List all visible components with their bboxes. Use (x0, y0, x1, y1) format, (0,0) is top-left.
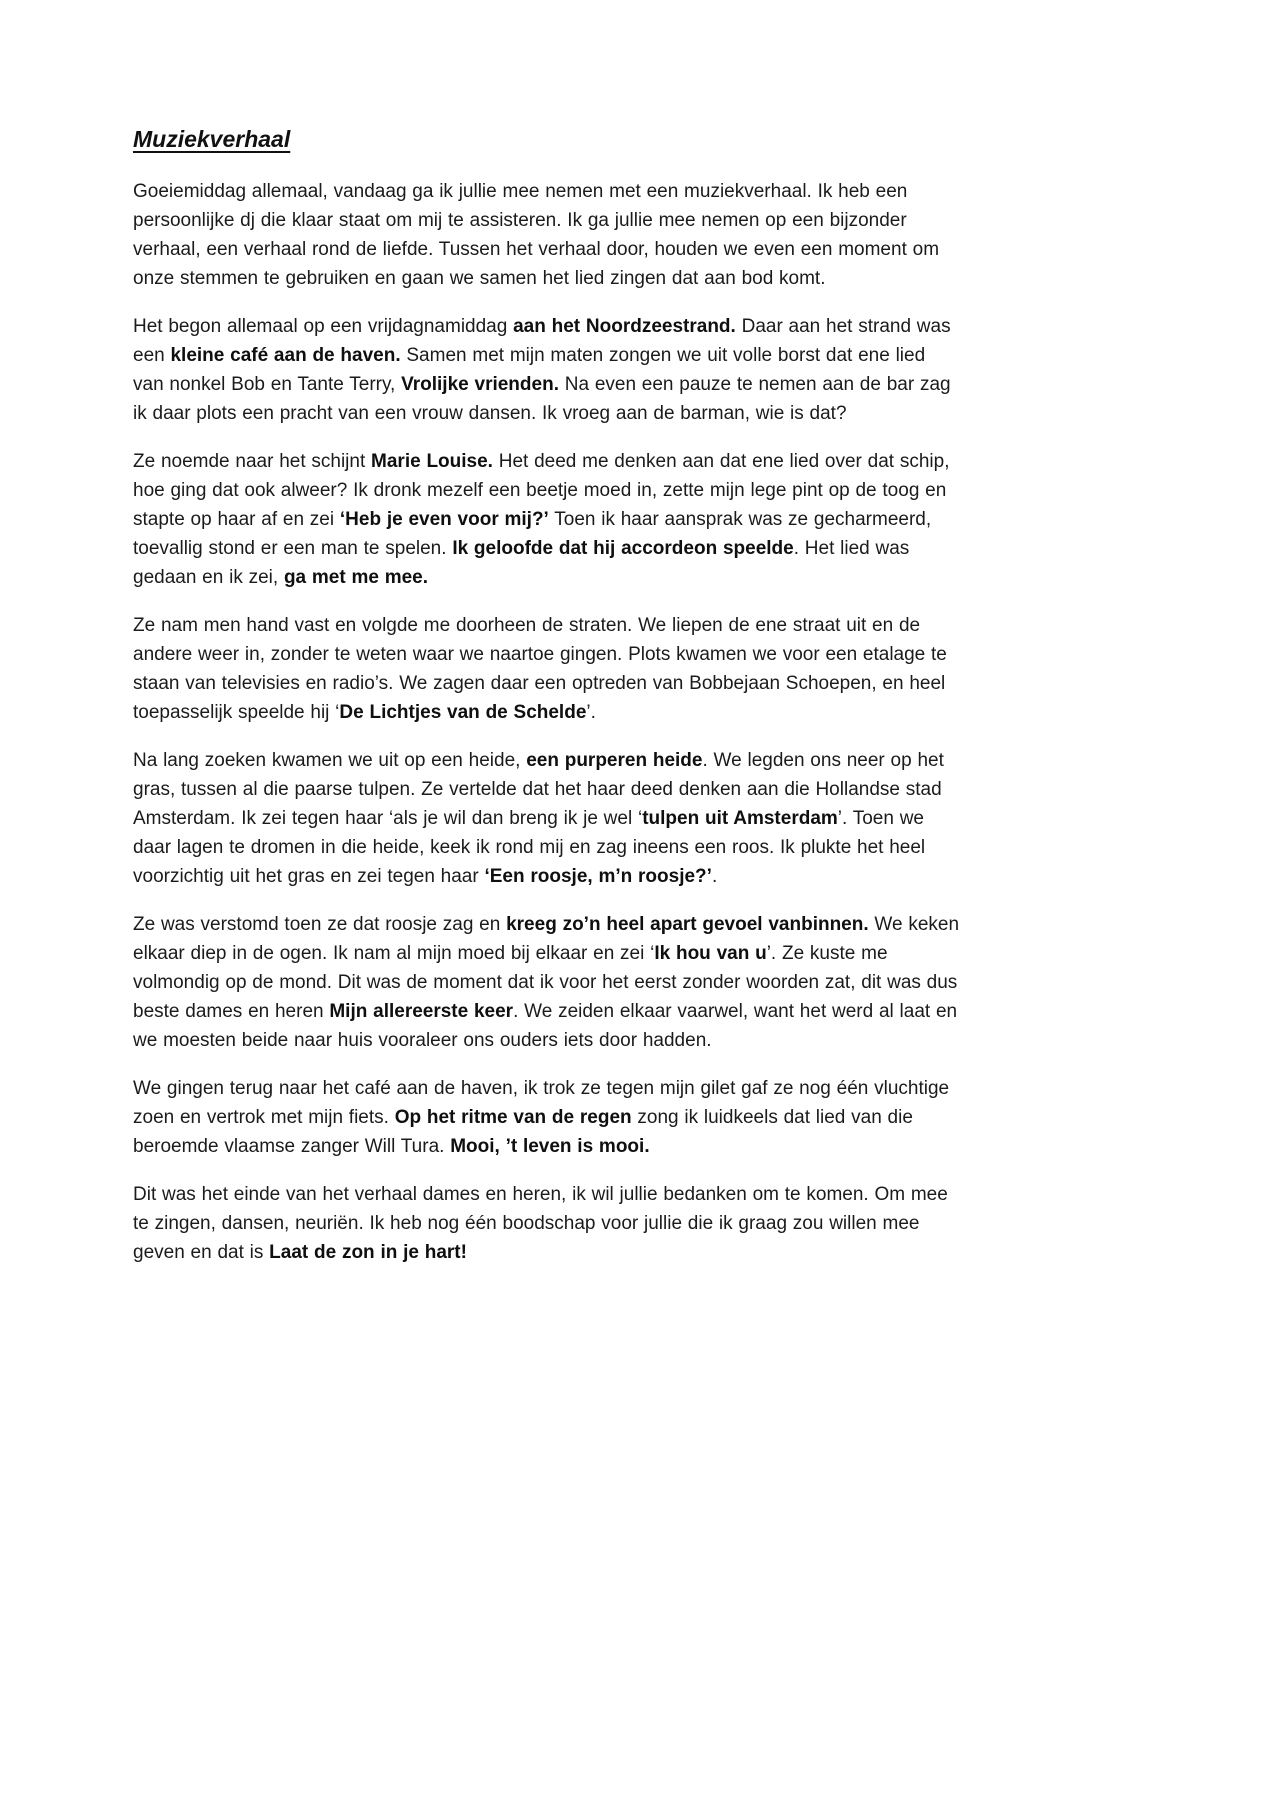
text-run: Na lang zoeken kwamen we uit op een heide, (133, 750, 527, 771)
text-run: We gingen terug naar het café aan de haven, ik trok ze tegen mijn gilet gaf ze nog één vluchtige zoen en vertrok met mijn fiets. (133, 1078, 950, 1128)
text-run-bold: tulpen uit Amsterdam (642, 808, 838, 829)
text-run-bold: ‘Heb je even voor mij?’ (339, 509, 549, 530)
text-run: Goeiemiddag allemaal, vandaag ga ik jullie mee nemen met een muziekverhaal. Ik heb een persoonlijke dj die klaar staat om mij te assisteren. Ik ga jullie mee nemen op een bijzonder verhaal, een verhaal rond de liefde. Tussen het verhaal door, houden we even een moment om onze stemmen te gebruiken en gaan we samen het lied zingen dat aan bod komt. (133, 181, 940, 289)
text-run: Samen met mijn maten zongen we uit volle borst dat ene lied van nonkel Bob en Tante Terry, (133, 345, 926, 395)
paragraph (133, 177, 960, 293)
text-run-bold: Laat de zon in je hart! (269, 1242, 467, 1263)
text-run-bold: Mooi, ’t leven is mooi. (450, 1136, 650, 1157)
text-run: Dit was het einde van het verhaal dames en heren, ik wil jullie bedanken om te komen. Om mee te zingen, dansen, neuriën. Ik heb nog één boodschap voor jullie die ik graag zou willen mee geven en dat is (133, 1184, 948, 1263)
document-body (133, 177, 960, 1267)
text-run: Het begon allemaal op een vrijdagnamiddag (133, 316, 514, 337)
text-run: . (711, 866, 718, 887)
text-run: We keken elkaar diep in de ogen. Ik nam al mijn moed bij elkaar en zei ‘ (133, 914, 960, 964)
paragraph (133, 447, 960, 592)
text-run-bold: Ik geloofde dat hij accordeon speelde (452, 538, 794, 559)
paragraph (133, 1074, 960, 1161)
text-run-bold: een purperen heide (526, 750, 703, 771)
text-run: Daar aan het strand was een (133, 316, 951, 366)
paragraph (133, 1180, 960, 1267)
text-run: ’. Toen we daar lagen te dromen in die heide, keek ik rond mij en zag ineens een roos. Ik plukte het heel voorzichtig uit het gras en zei tegen haar (133, 808, 926, 887)
text-run: Toen ik haar aansprak was ze gecharmeerd, toevallig stond er een man te spelen. (133, 509, 932, 559)
text-run: . We legden ons neer op het gras, tussen al die paarse tulpen. Ze vertelde dat het haar deed denken aan die Hollandse stad Amsterdam. Ik zei tegen haar ‘als je wil dan breng ik je wel ‘ (133, 750, 944, 829)
document-title: Muziekverhaal (133, 126, 291, 152)
text-run: Ze noemde naar het schijnt (133, 451, 372, 472)
text-run-bold: Mijn allereerste keer (329, 1001, 514, 1022)
text-run: ’. Ze kuste me volmondig op de mond. Dit was de moment dat ik voor het eerst zonder woorden zat, dit was dus beste dames en heren (133, 943, 958, 1022)
text-run: Na even een pauze te nemen aan de bar zag ik daar plots een pracht van een vrouw dansen. Ik vroeg aan de barman, wie is dat? (133, 374, 951, 424)
paragraph (133, 910, 960, 1055)
paragraph (133, 746, 960, 891)
text-run-bold: De Lichtjes van de Schelde (339, 702, 587, 723)
text-run: . We zeiden elkaar vaarwel, want het werd al laat en we moesten beide naar huis vooraleer ons ouders iets door hadden. (133, 1001, 958, 1051)
text-run-bold: Marie Louise. (371, 451, 493, 472)
text-run: Ze was verstomd toen ze dat roosje zag en (133, 914, 507, 935)
text-run: Ze nam men hand vast en volgde me doorheen de straten. We liepen de ene straat uit en de andere weer in, zonder te weten waar we naartoe gingen. Plots kwamen we voor een etalage te staan van televisies en radio’s. We zagen daar een optreden van Bobbejaan Schoepen, en heel toepasselijk speelde hij ‘ (133, 615, 947, 723)
paragraph (133, 312, 960, 428)
text-run: . Het lied was gedaan en ik zei, (133, 538, 910, 588)
paragraph (133, 611, 960, 727)
text-run-bold: Op het ritme van de regen (394, 1107, 632, 1128)
text-run-bold: ‘Een roosje, m’n roosje?’ (484, 866, 712, 887)
text-run-bold: kreeg zo’n heel apart gevoel vanbinnen. (506, 914, 869, 935)
text-run-bold: ga met me mee. (283, 567, 429, 588)
text-run-bold: Ik hou van u (654, 943, 767, 964)
text-run-bold: kleine café aan de haven. (170, 345, 401, 366)
text-run: Het deed me denken aan dat ene lied over dat schip, hoe ging dat ook alweer? Ik dronk mezelf een beetje moed in, zette mijn lege pint op de toog en stapte op haar af en zei (133, 451, 950, 530)
text-run: zong ik luidkeels dat lied van die beroemde vlaamse zanger Will Tura. (133, 1107, 913, 1157)
text-run-bold: aan het Noordzeestrand. (513, 316, 736, 337)
text-run-bold: Vrolijke vrienden. (401, 374, 559, 395)
text-run: ’. (586, 702, 596, 723)
